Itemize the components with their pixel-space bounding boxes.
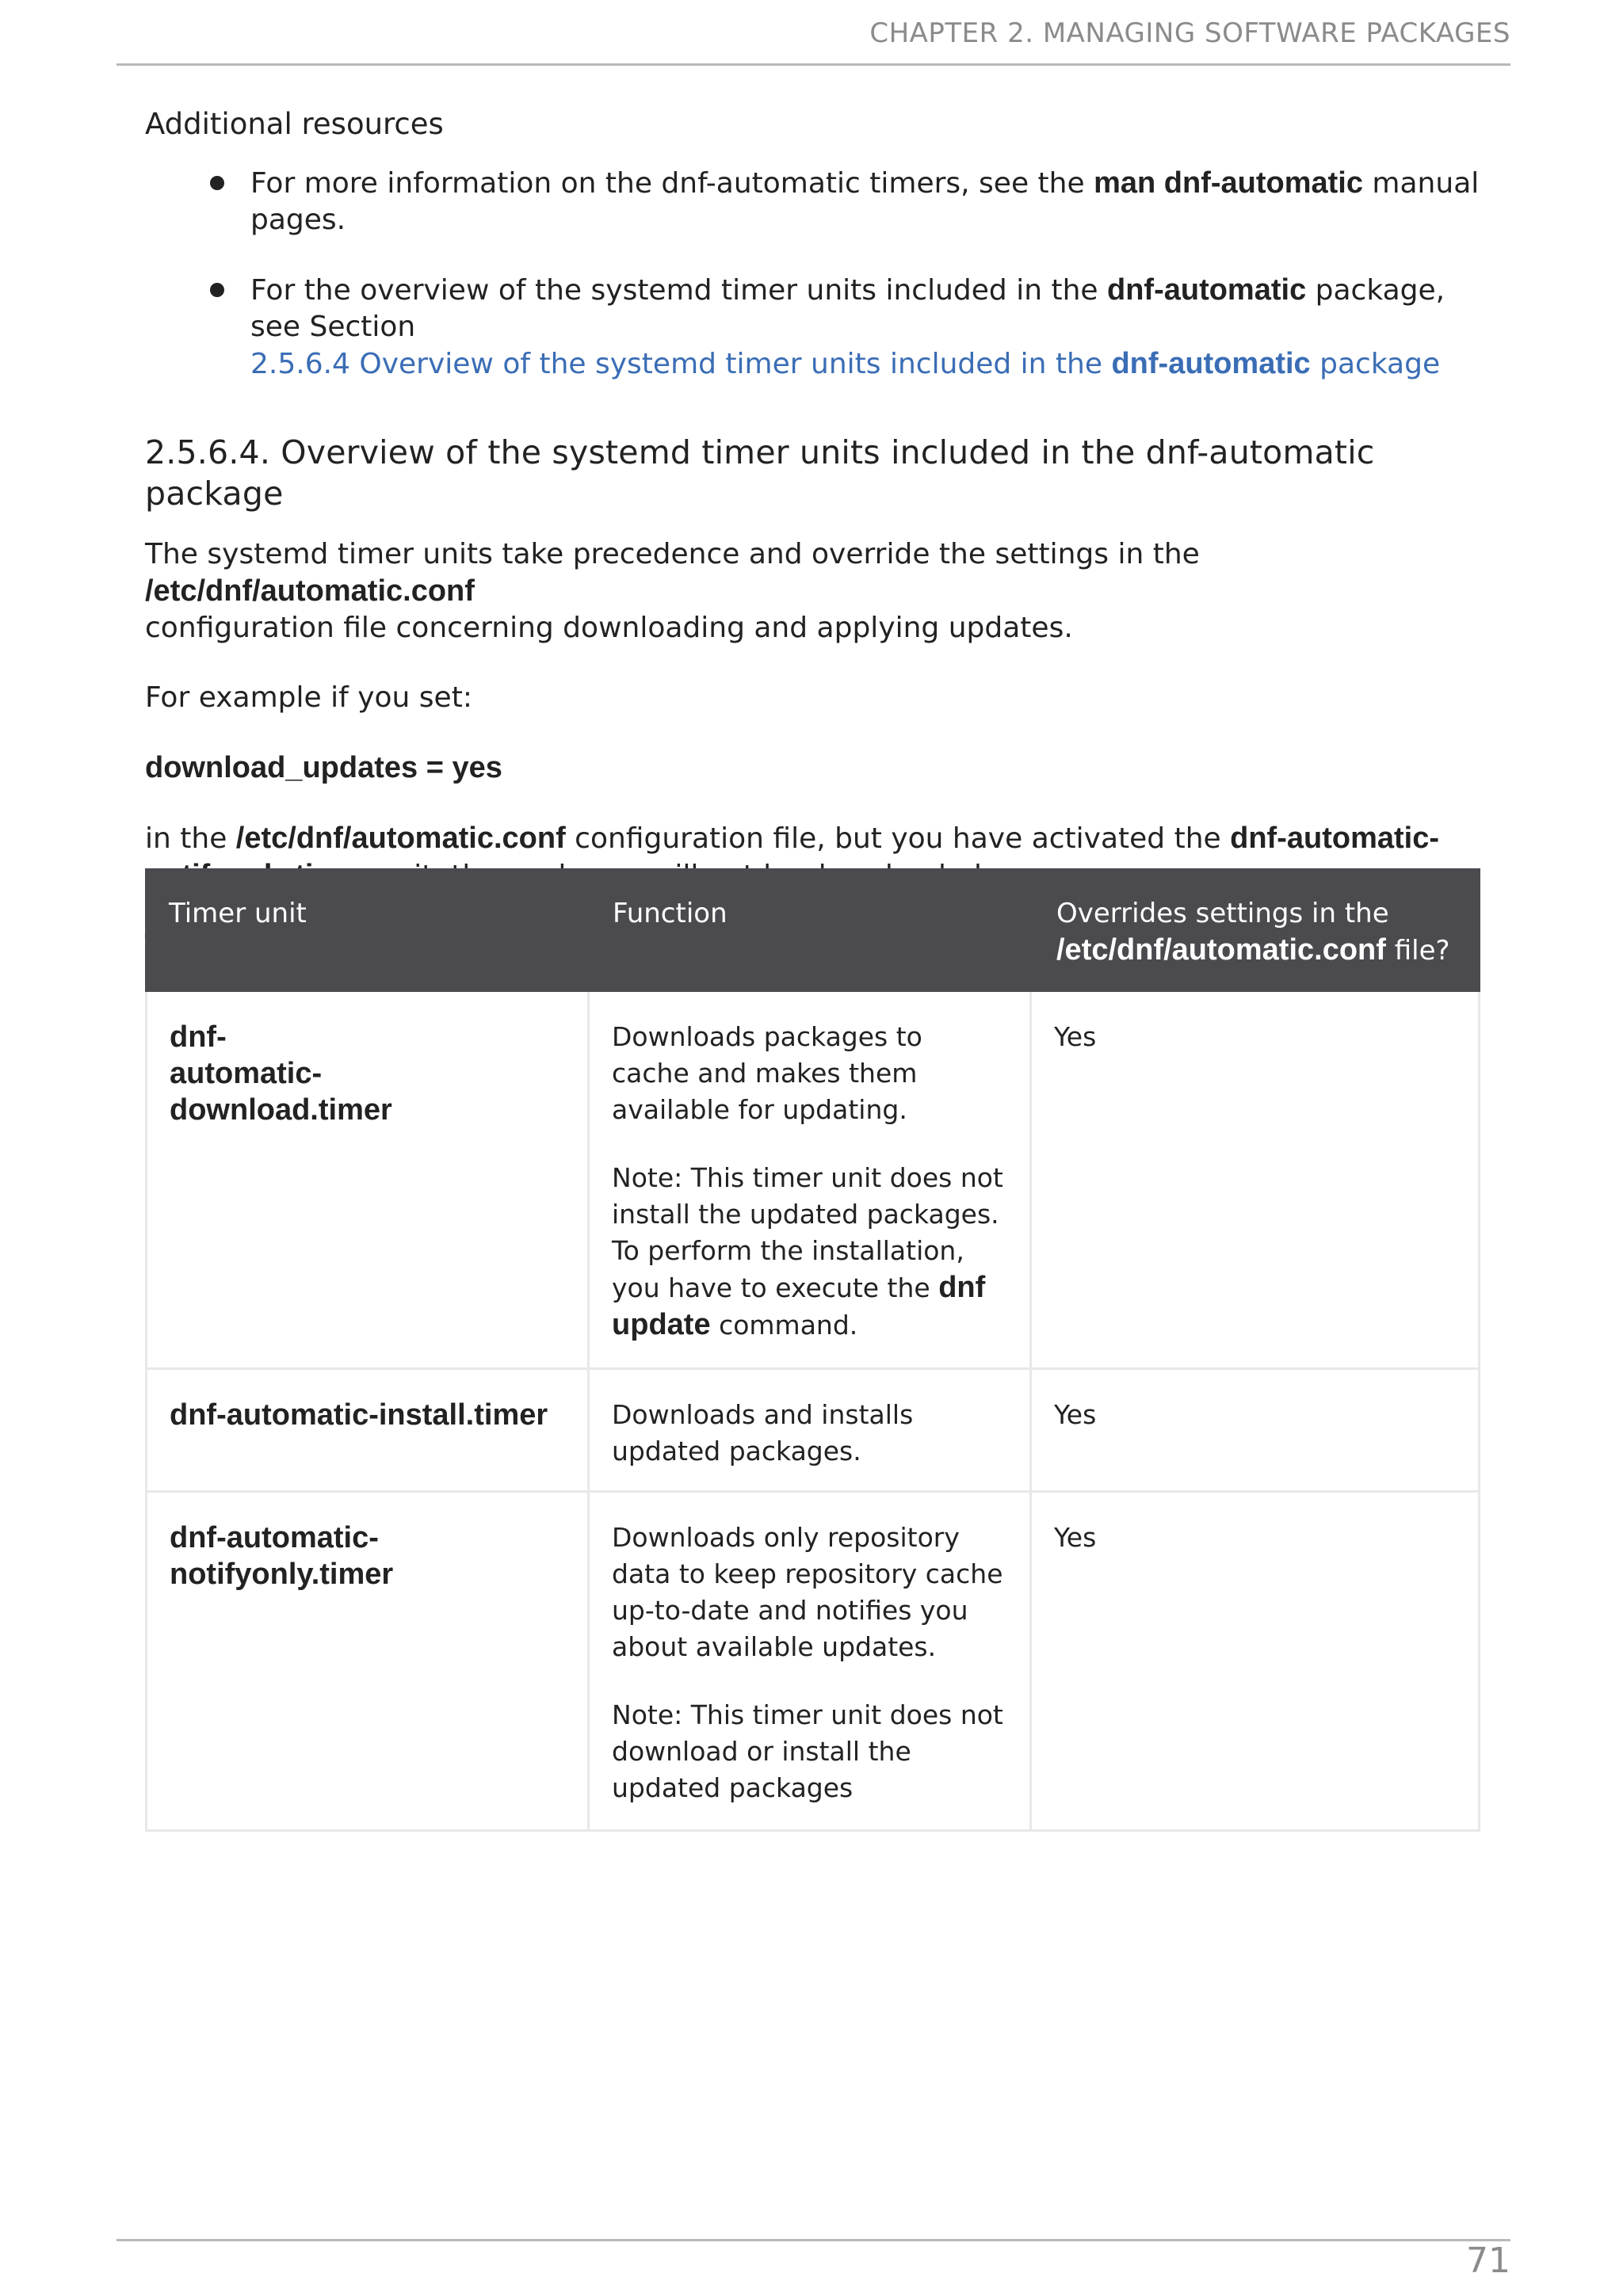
list-item: For more information on the dnf-automatic timers, see the man dnf-automatic manual pages. (145, 165, 1480, 238)
overrides-cell: Yes (1054, 1522, 1097, 1553)
timer-unit-cell: dnf-automatic-notifyonly.timer (147, 1493, 590, 1829)
section-link[interactable]: 2.5.6.4 Overview of the systemd timer units included in the dnf-automatic package (250, 347, 1441, 380)
table-header-row (145, 868, 1480, 992)
code-setting: download_updates = yes (145, 751, 502, 784)
overrides-cell: Yes (1054, 1021, 1097, 1052)
page-footer-rule (116, 2239, 1510, 2241)
column-header-overrides: Overrides settings in the /etc/dnf/automatic.conf file? (1056, 898, 1450, 967)
table-row (145, 1370, 1480, 1493)
column-header-function: Function (613, 898, 727, 929)
table-row (145, 1493, 1480, 1832)
timer-unit-cell: dnf-automatic-download.timer (147, 992, 590, 1367)
main-content (145, 106, 1480, 998)
page-header (116, 14, 1510, 66)
bullet-icon (210, 283, 224, 297)
function-cell: Downloads and installs updated packages. (590, 1370, 1032, 1490)
running-title: CHAPTER 2. MANAGING SOFTWARE PACKAGES (869, 17, 1510, 49)
paragraph: in the /etc/dnf/automatic.conf configuration file, but you have activated the dnf-automatic- (145, 822, 1439, 855)
resources-list (145, 165, 1480, 383)
paragraph: The systemd timer units take precedence and override the settings in the /etc/dnf/automatic.conf configuration file concerning downloading and applying updates. (145, 538, 1200, 644)
function-cell: Downloads only repository data to keep repository cache up-to-date and notifies you about available updates. Note: This timer unit does not download or install the updated packages (590, 1493, 1032, 1829)
section-heading: 2.5.6.4. Overview of the systemd timer units included in the dnf-automatic package (145, 433, 1375, 513)
paragraph: For example if you set: (145, 681, 472, 714)
function-cell: Downloads packages to cache and makes them available for updating. Note: This timer unit does not install the updated packages. To perform the installation, you have to execute the dnf update command. (590, 992, 1032, 1367)
column-header-timer-unit: Timer unit (169, 898, 307, 929)
timer-units-table (145, 868, 1480, 1832)
additional-resources-heading: Additional resources (145, 107, 444, 141)
bullet-icon (210, 176, 224, 190)
timer-unit-cell: dnf-automatic-install.timer (147, 1370, 590, 1490)
overrides-cell: Yes (1054, 1399, 1097, 1430)
table-row (145, 992, 1480, 1370)
list-item: For the overview of the systemd timer units included in the dnf-automatic package, see Section 2.5.6.4 Overview of the systemd timer units included in the dnf-automatic package (145, 272, 1480, 383)
page-number: 71 (1466, 2241, 1510, 2281)
